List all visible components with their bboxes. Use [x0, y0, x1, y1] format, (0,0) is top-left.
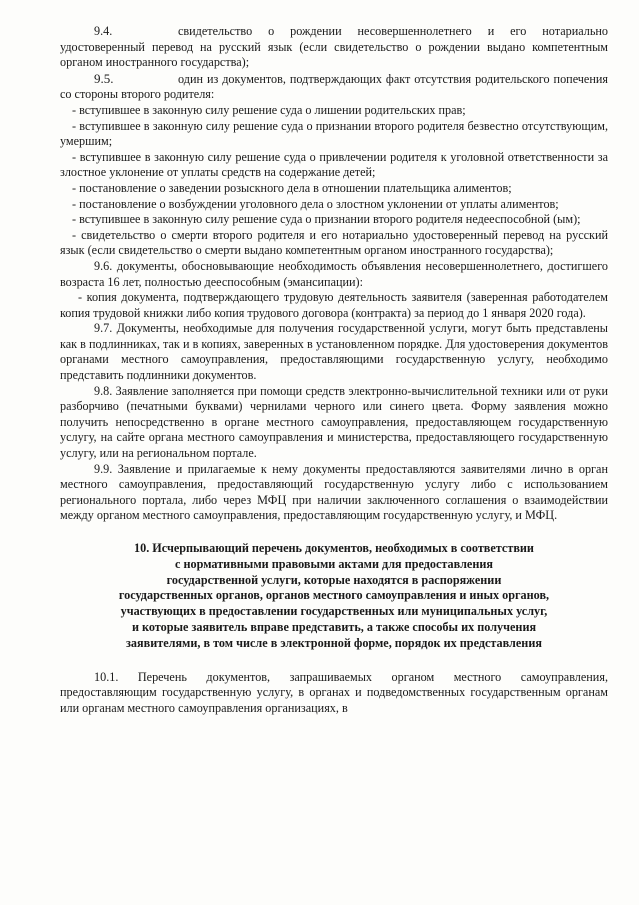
heading-line: с нормативными правовыми актами для предоставления: [175, 556, 493, 571]
list-item: - вступившее в законную силу решение суда о признании второго родителя безвестно отсутствующим, умершим;: [60, 118, 608, 149]
paragraph-text: один из документов, подтверждающих факт отсутствия родительского попечения со стороны второго родителя:: [60, 71, 608, 102]
heading-line: и которые заявитель вправе представить, а также способы их получения: [131, 619, 537, 634]
paragraph-9-8: 9.8. Заявление заполняется при помощи средств электронно-вычислительной техники или от руки разборчиво (печатными буквами) чернилами черного или синего цвета. Форму заявления можно получить непосредственно в органе местного самоуправления, предоставляющем государственную услугу, на сайте органа местного самоуправления и министерства, предоставляющего государственную услугу, или на региональном портале.: [60, 383, 608, 461]
list-item: - вступившее в законную силу решение суда о привлечении родителя к уголовной ответственности за злостное уклонение от уплаты средств на содержание детей;: [60, 149, 608, 180]
paragraph-number: 9.4.: [94, 24, 113, 38]
paragraph-text: свидетельство о рождении несовершеннолетнего и его нотариально удостоверенный перевод на русский язык (если свидетельство о рождении выдано компетентным органом иностранного государства);: [60, 24, 608, 70]
heading-line: государственных органов, органов местного самоуправления и иных органов,: [118, 588, 550, 603]
list-item: - постановление о возбуждении уголовного дела о злостном уклонении от уплаты алиментов;: [72, 196, 559, 211]
section-heading: [60, 541, 608, 652]
paragraph-9-6: 9.6. документы, обосновывающие необходимость объявления несовершеннолетнего, достигшего возраста 16 лет, полностью дееспособным (эмансипации):: [60, 258, 608, 289]
heading-line: государственной услуги, которые находятся в распоряжении: [166, 572, 502, 587]
heading-line: 10. Исчерпывающий перечень документов, необходимых в соответствии: [134, 541, 534, 555]
list-item: - вступившее в законную силу решение суда о признании второго родителя недееспособной (ым);: [72, 212, 581, 227]
heading-line: участвующих в предоставлении государственных или муниципальных услуг,: [120, 604, 548, 619]
list-item: - свидетельство о смерти второго родителя и его нотариально удостоверенный перевод на русский язык (если свидетельство о смерти выдано компетентным органом иностранного государства);: [60, 227, 608, 258]
paragraph-10-1: 10.1. Перечень документов, запрашиваемых органом местного самоуправления, предоставляющим государственную услугу, в органах и подведомственных государственным органам или органам местного самоуправления организациях, в: [60, 669, 608, 715]
heading-line: заявителями, в том числе в электронной форме, порядок их представления: [126, 635, 542, 650]
paragraph-9-7: 9.7. Документы, необходимые для получения государственной услуги, могут быть представлены как в подлинниках, так и в копиях, заверенных в установленном порядке. Для удостоверения документов органами местного самоуправления, предоставляющими государственную услугу, необходимо представить подлинники документов.: [60, 321, 608, 383]
paragraph-9-4: [60, 24, 608, 71]
paragraph-number: 9.5.: [94, 70, 114, 86]
paragraph-9-9: 9.9. Заявление и прилагаемые к нему документы предоставляются заявителями лично в орган местного самоуправления, предоставляющий государственную услугу либо с использованием регионального портала, либо через МФЦ при наличии заключенного соглашения о взаимодействии между органом местного самоуправления, предоставляющим государственную услугу, и МФЦ.: [60, 461, 608, 523]
list-item: - постановление о заведении розыскного дела в отношении плательщика алиментов;: [72, 180, 512, 195]
list-item: - вступившее в законную силу решение суда о лишении родительских прав;: [72, 102, 466, 117]
list-item: - копия документа, подтверждающего трудовую деятельность заявителя (заверенная работодателем копия трудовой книжки либо копия трудового договора (контракта) за период до 1 января 2020 года).: [60, 290, 608, 320]
paragraph-9-5: [60, 71, 608, 103]
document-body: [60, 24, 608, 716]
